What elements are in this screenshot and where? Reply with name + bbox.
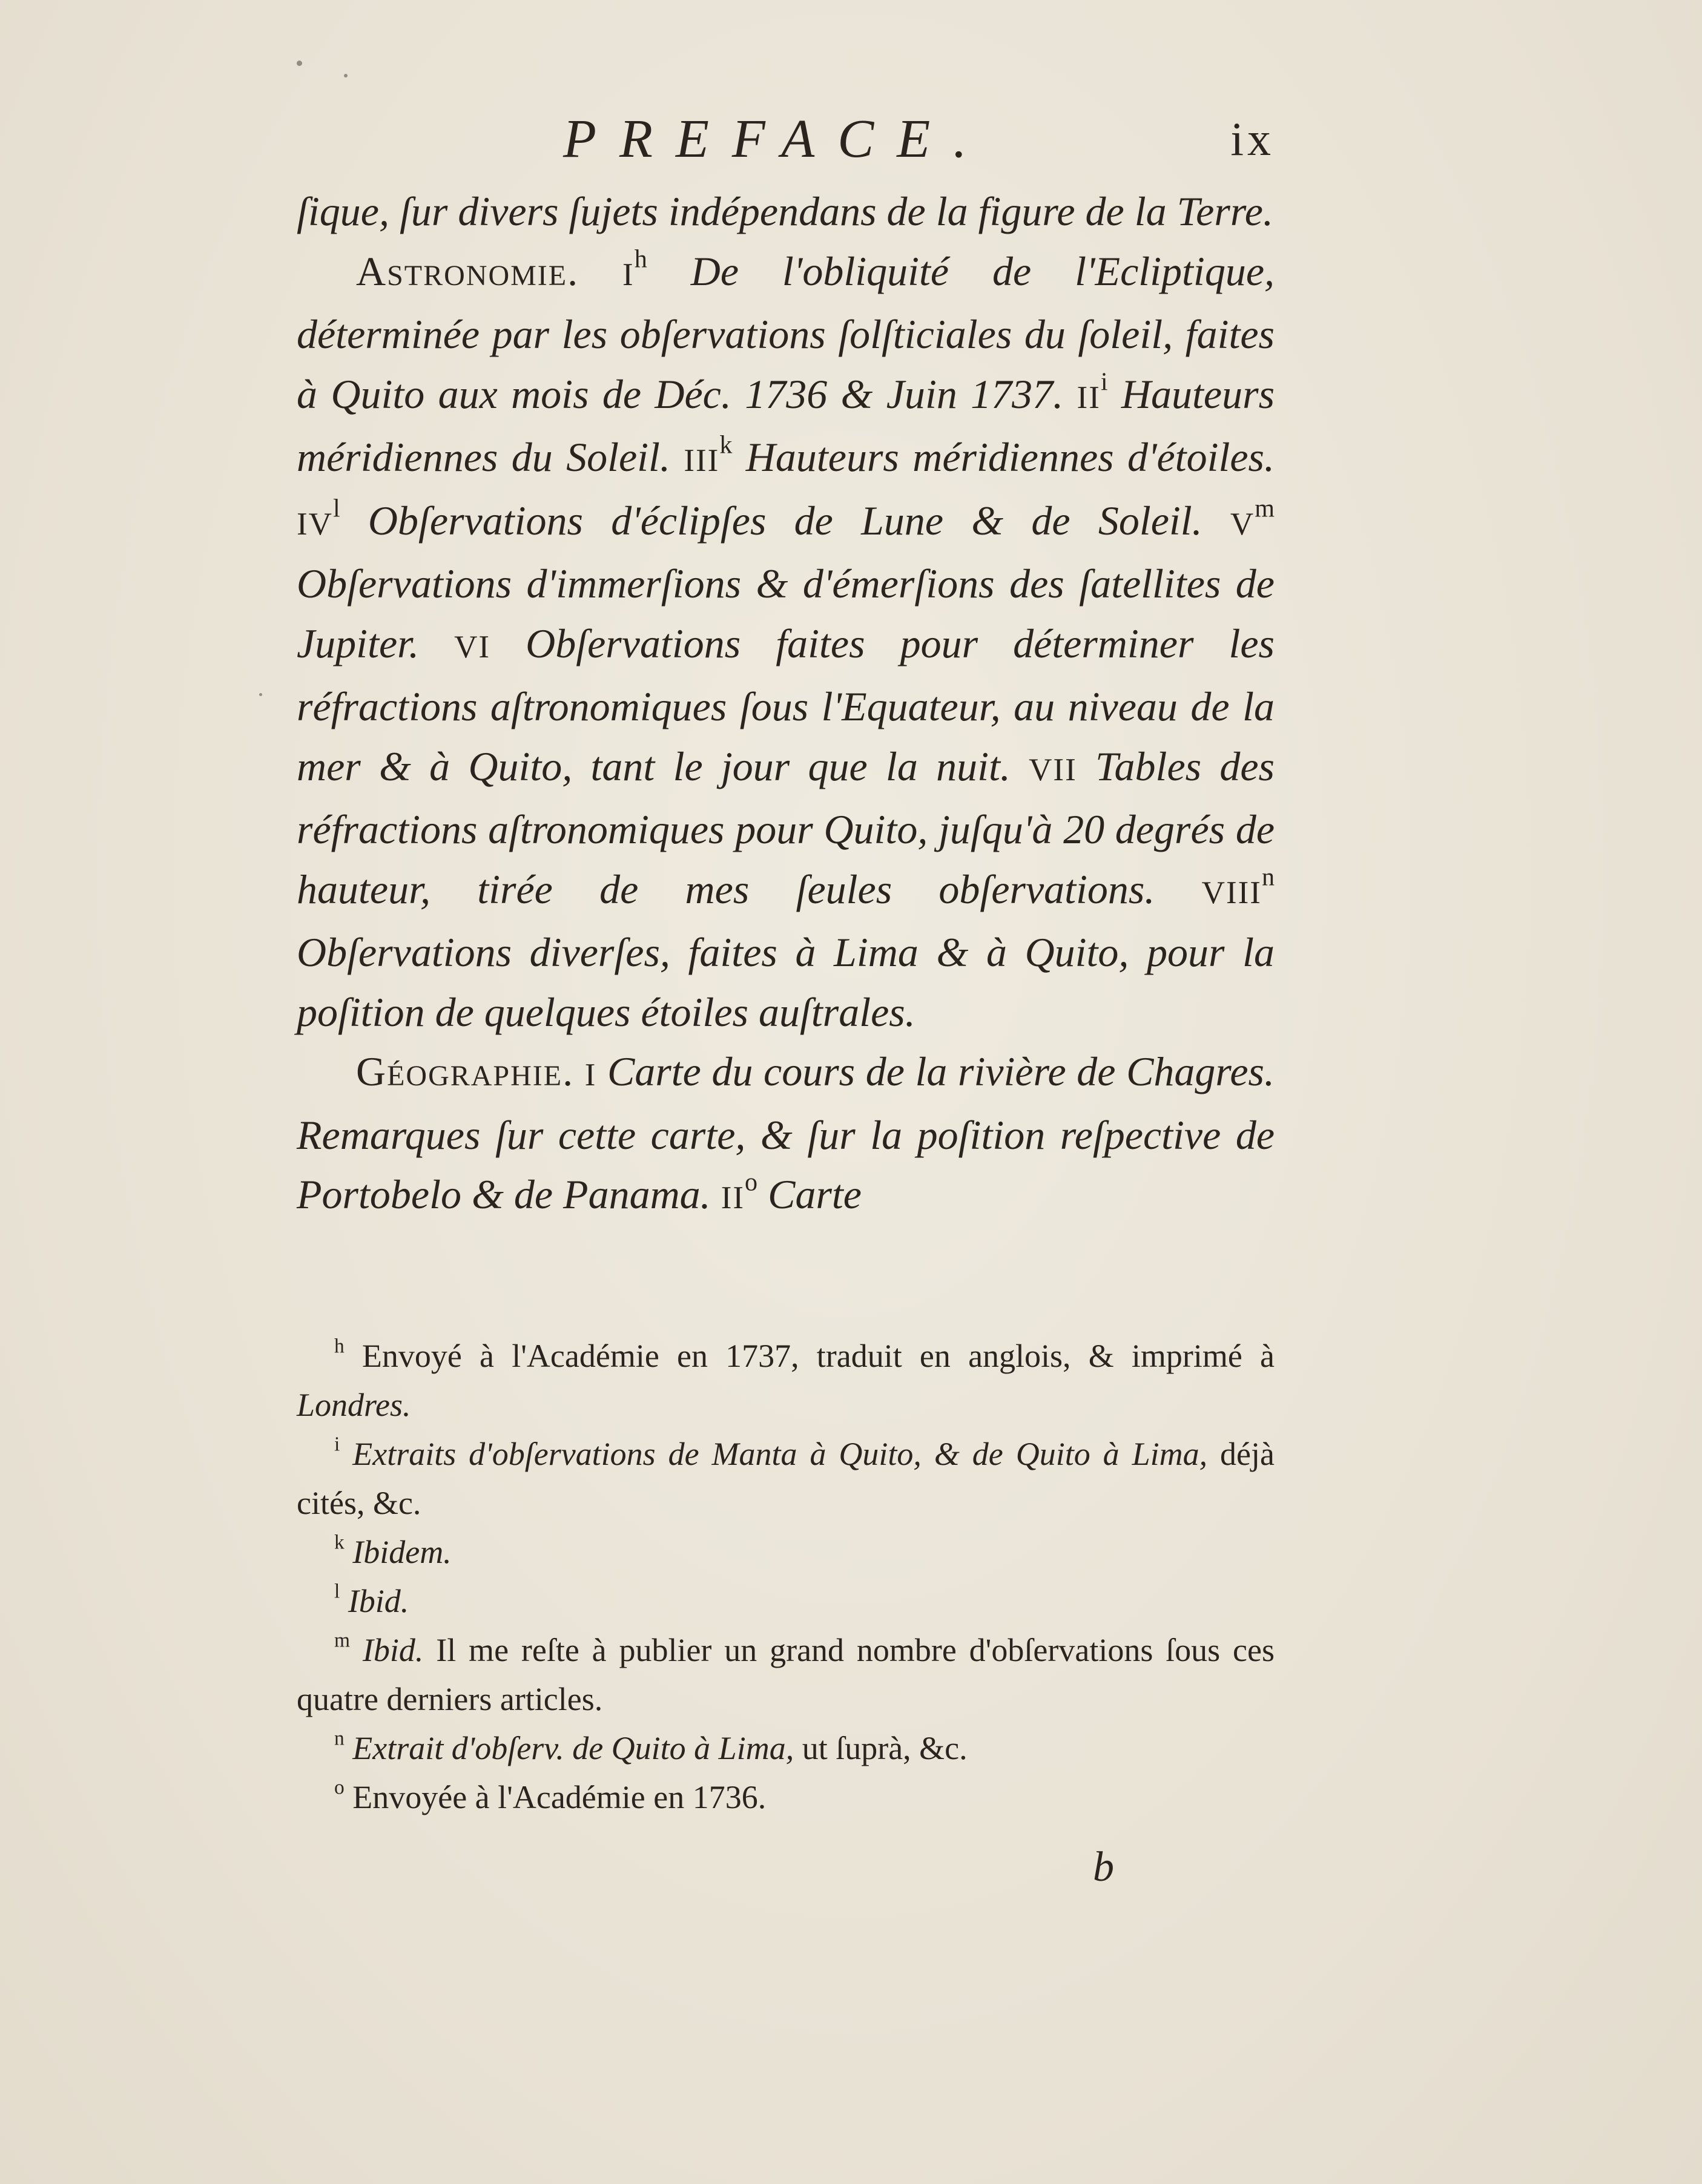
footnote-mark: k <box>334 1531 345 1554</box>
footnote-l <box>297 1577 1275 1626</box>
footnote-i <box>297 1430 1275 1528</box>
footnote-h <box>297 1332 1275 1430</box>
item-title: Obſervations diverſes, faites à Lima & à Quito, pour la poſition de quelques étoiles auſtrales. <box>297 929 1275 1035</box>
footnote-ref: l <box>332 494 340 522</box>
paragraph-astronomie <box>297 242 1275 1042</box>
footnote-italic: Extraits d'obſervations de Manta à Quito, & de Quito à Lima, <box>352 1436 1208 1472</box>
item-title: Carte <box>768 1171 862 1217</box>
footnote-text: Il me reſte à publier un grand nombre d'obſervations ſous ces quatre derniers articles. <box>297 1632 1275 1717</box>
item-number: I <box>584 1057 597 1093</box>
item-number: VII <box>1029 752 1077 788</box>
footnote-n <box>297 1724 1275 1773</box>
section-heading-geographie: Géographie. <box>356 1048 575 1094</box>
paragraph-text: ſique, ſur divers ſujets indépendans de la figure de la Terre. <box>297 188 1273 234</box>
footnote-text: déjà cités, &c. <box>297 1436 1275 1521</box>
item-title: Obſervations faites pour déterminer les réfractions aſtronomiques ſous l'Equateur, au niveau de la mer & à Quito, tant le jour que la nuit. <box>297 620 1275 789</box>
footnote-mark: m <box>334 1629 351 1652</box>
body-text <box>297 182 1275 1228</box>
ink-speck <box>344 74 348 77</box>
footnote-ref: h <box>634 245 647 273</box>
footnote-italic: Ibid. <box>348 1583 409 1619</box>
item-number: IV <box>297 506 333 542</box>
section-heading-astronomie: Astronomie. <box>356 248 579 294</box>
item-title: Obſervations d'immerſions & d'émerſions des ſatellites de Jupiter. <box>297 561 1275 666</box>
footnotes <box>297 1332 1275 1822</box>
footnote-mark: l <box>334 1580 340 1603</box>
item-title: Obſervations d'éclipſes de Lune & de Soleil. <box>368 497 1202 544</box>
footnote-ref: n <box>1261 863 1275 891</box>
item-number: VI <box>454 629 491 665</box>
footnote-italic: Ibid. <box>362 1632 424 1668</box>
item-number: III <box>684 443 720 478</box>
item-number: II <box>1077 380 1101 415</box>
ink-speck <box>297 61 302 66</box>
footnote-ref: o <box>745 1168 758 1197</box>
page-number: ix <box>1230 113 1275 165</box>
item-title: De l'obliquité de l'Ecliptique, déterminée par les obſervations ſolſticiales du ſoleil, faites à Quito aux mois de Déc. 1736 & Juin 1737. <box>297 248 1275 417</box>
footnote-ref: m <box>1255 494 1275 522</box>
paragraph-geographie <box>297 1042 1275 1228</box>
page-header <box>297 106 1275 173</box>
footnote-mark: i <box>334 1433 340 1456</box>
signature-mark: b <box>1093 1844 1114 1890</box>
item-title: Carte du cours de la rivière de Chagres. Remarques ſur cette carte, & ſur la poſition reſpective de Portobelo & de Panama. <box>297 1048 1275 1217</box>
item-number: II <box>721 1180 745 1215</box>
item-number: I <box>622 257 635 292</box>
footnote-mark: n <box>334 1727 345 1750</box>
item-title: Hauteurs méridiennes du Soleil. <box>297 370 1275 480</box>
footnote-italic: Extrait d'obſerv. de Quito à Lima, <box>352 1730 794 1766</box>
footnote-ref: i <box>1100 367 1108 396</box>
paragraph-continuation <box>297 182 1275 242</box>
footnote-italic: Londres. <box>297 1387 411 1423</box>
footnote-o <box>297 1773 1275 1822</box>
footnote-mark: h <box>334 1335 345 1358</box>
item-title: Hauteurs méridiennes d'étoiles. <box>745 434 1275 480</box>
item-number: V <box>1230 506 1255 542</box>
running-title: PREFACE. <box>563 109 990 169</box>
footnote-m <box>297 1626 1275 1724</box>
footnote-k <box>297 1528 1275 1577</box>
ink-speck <box>259 693 262 696</box>
footnote-text: Envoyée à l'Académie en 1736. <box>352 1779 767 1815</box>
footnote-ref: k <box>719 430 733 459</box>
footnote-italic: Ibidem. <box>352 1534 452 1570</box>
footnote-mark: o <box>334 1776 345 1799</box>
item-title: Tables des réfractions aſtronomiques pour Quito, juſqu'à 20 degrés de hauteur, tirée de mes ſeules obſervations. <box>297 743 1275 912</box>
footnote-text: Envoyé à l'Académie en 1737, traduit en anglois, & imprimé à <box>361 1338 1275 1374</box>
item-number: VIII <box>1201 875 1262 910</box>
footnote-text: ut ſuprà, &c. <box>802 1730 968 1766</box>
